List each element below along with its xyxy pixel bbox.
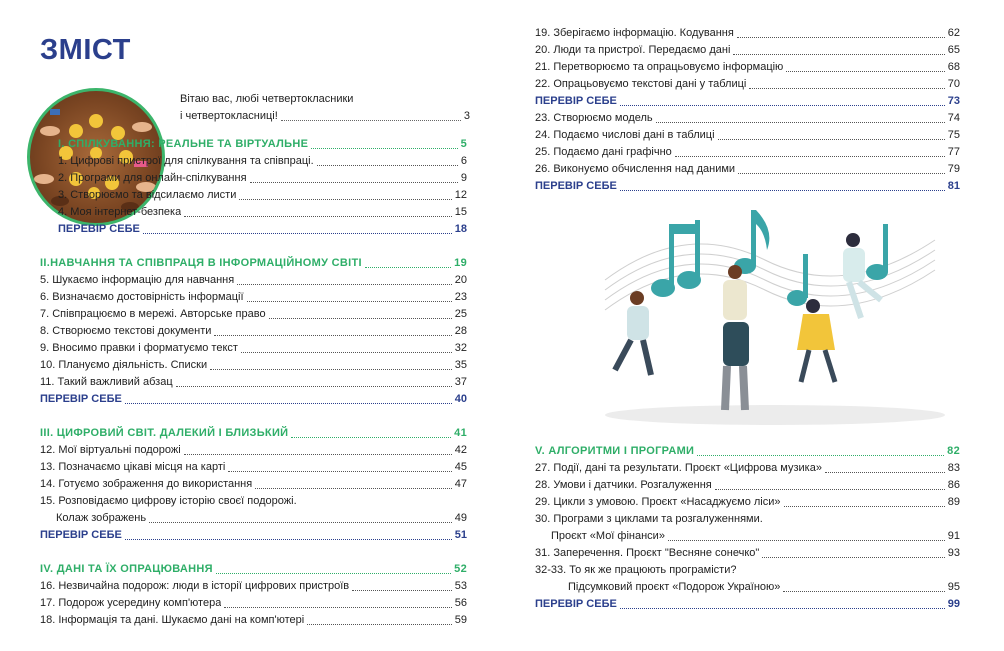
toc-entry-label: 12. Мої віртуальні подорожі: [40, 444, 181, 456]
toc-entry-label: 20. Люди та пристрої. Передаємо дані: [535, 44, 731, 56]
dot-leader: [176, 386, 452, 387]
toc-entry-page: 65: [947, 44, 960, 56]
toc-entry-page: 91: [947, 530, 960, 542]
toc-section-heading[interactable]: [40, 136, 467, 153]
toc-entry-label: 22. Опрацьовуємо текстові дані у таблиці: [535, 78, 747, 90]
greeting-line-1: Вітаю вас, любі четвертокласники: [180, 93, 354, 105]
toc-entry-page: 51: [454, 529, 467, 541]
toc-entry-page: 18: [454, 223, 467, 235]
toc-entry[interactable]: [40, 493, 467, 510]
dot-leader: [255, 488, 452, 489]
toc-entry-page: 52: [454, 563, 467, 575]
toc-entry[interactable]: [535, 545, 960, 562]
toc-entry-page: 86: [947, 479, 960, 491]
toc-entry[interactable]: [40, 595, 467, 612]
greeting-line-2: і четвертокласниці!: [180, 110, 278, 122]
toc-right-top: [535, 25, 960, 195]
dot-leader: [184, 454, 452, 455]
toc-entry-page: 37: [454, 376, 467, 388]
toc-check-entry[interactable]: [535, 596, 960, 613]
toc-entry-page: 42: [454, 444, 467, 456]
toc-entry[interactable]: [40, 170, 467, 187]
toc-entry-label: ПЕРЕВІР СЕБЕ: [40, 529, 122, 541]
toc-entry-label: 23. Створюємо модель: [535, 112, 653, 124]
toc-entry[interactable]: [40, 612, 467, 629]
toc-entry[interactable]: [40, 204, 467, 221]
toc-entry-label: 7. Співпрацюємо в мережі. Авторське право: [40, 308, 266, 320]
dot-leader: [786, 71, 944, 72]
toc-entry-label: ІІІ. ЦИФРОВИЙ СВІТ. ДАЛЕКИЙ І БЛИЗЬКИЙ: [40, 427, 289, 439]
toc-entry-page: 74: [947, 112, 960, 124]
dot-leader: [269, 318, 452, 319]
toc-entry-label: IV. ДАНІ ТА ЇХ ОПРАЦЮВАННЯ: [40, 563, 213, 575]
toc-entry-page: 23: [454, 291, 467, 303]
toc-entry[interactable]: [535, 25, 960, 42]
toc-entry-page: 41: [454, 427, 467, 439]
dot-leader: [783, 591, 944, 592]
toc-entry[interactable]: [40, 323, 467, 340]
toc-entry[interactable]: [535, 477, 960, 494]
toc-check-entry[interactable]: [40, 391, 467, 408]
toc-entry[interactable]: [535, 494, 960, 511]
dot-leader: [718, 139, 945, 140]
toc-entry-page: 53: [454, 580, 467, 592]
toc-entry-label: 19. Зберігаємо інформацію. Кодування: [535, 27, 734, 39]
dot-leader: [224, 607, 451, 608]
dot-leader: [149, 522, 452, 523]
toc-entry-label: ПЕРЕВІР СЕБЕ: [40, 393, 122, 405]
greeting-page: 3: [463, 110, 470, 122]
toc-entry[interactable]: [535, 42, 960, 59]
dot-leader: [311, 148, 457, 149]
toc-entry-page: 45: [454, 461, 467, 473]
toc-entry-label: 2. Програми для онлайн-спілкування: [58, 172, 247, 184]
toc-entry[interactable]: [40, 340, 467, 357]
dot-leader: [737, 37, 945, 38]
toc-entry[interactable]: [535, 579, 960, 596]
toc-entry-page: 35: [454, 359, 467, 371]
dot-leader: [241, 352, 452, 353]
toc-entry[interactable]: [535, 562, 960, 579]
toc-entry-label: 29. Цикли з умовою. Проєкт «Насаджуємо ліси»: [535, 496, 781, 508]
toc-entry-label: 17. Подорож усередину комп'ютера: [40, 597, 222, 609]
music-people-illustration: [585, 210, 945, 430]
dot-leader: [216, 573, 451, 574]
toc-entry-label: 21. Перетворюємо та опрацьовуємо інформацію: [535, 61, 784, 73]
toc-entry-label: Проєкт «Мої фінанси»: [551, 530, 665, 542]
toc-entry-label: 8. Створюємо текстові документи: [40, 325, 212, 337]
toc-entry-page: 12: [454, 189, 467, 201]
toc-entry[interactable]: [535, 59, 960, 76]
toc-entry-page: 70: [947, 78, 960, 90]
toc-entry-label: Підсумковий проєкт «Подорож Україною»: [568, 581, 781, 593]
toc-entry-label: 10. Плануємо діяльність. Списки: [40, 359, 208, 371]
toc-right-bottom: [535, 443, 960, 613]
toc-entry[interactable]: [535, 144, 960, 161]
dot-leader: [675, 156, 945, 157]
toc-entry-page: 15: [454, 206, 467, 218]
toc-entry[interactable]: [535, 127, 960, 144]
toc-entry[interactable]: [40, 459, 467, 476]
toc-entry[interactable]: [40, 272, 467, 289]
toc-entry-label: І. СПІЛКУВАННЯ: РЕАЛЬНЕ ТА ВІРТУАЛЬНЕ: [58, 138, 309, 150]
toc-entry-page: 59: [454, 614, 467, 626]
toc-entry-page: 25: [454, 308, 467, 320]
toc-entry-label: 9. Вносимо правки і форматуємо текст: [40, 342, 238, 354]
toc-entry-label: 25. Подаємо дані графічно: [535, 146, 672, 158]
dot-leader: [784, 506, 945, 507]
toc-entry-page: 19: [454, 257, 467, 269]
dot-leader: [697, 455, 944, 456]
toc-entry-page: 82: [947, 445, 960, 457]
dot-leader: [214, 335, 451, 336]
toc-entry-page: 62: [947, 27, 960, 39]
dot-leader: [825, 472, 945, 473]
dot-leader: [250, 182, 458, 183]
toc-entry-label: 24. Подаємо числові дані в таблиці: [535, 129, 715, 141]
toc-left-column: [40, 136, 467, 629]
toc-entry-label: 18. Інформація та дані. Шукаємо дані на комп'ютері: [40, 614, 305, 626]
toc-entry[interactable]: [40, 187, 467, 204]
toc-entry[interactable]: [40, 476, 467, 493]
dot-leader: [237, 284, 452, 285]
toc-entry[interactable]: [535, 110, 960, 127]
dot-leader: [291, 437, 451, 438]
toc-entry[interactable]: [40, 374, 467, 391]
toc-section-heading[interactable]: [40, 561, 467, 578]
toc-entry-label: Колаж зображень: [56, 512, 147, 524]
toc-entry-page: 75: [947, 129, 960, 141]
toc-entry-label: 15. Розповідаємо цифрову історію своєї подорожі.: [40, 495, 297, 507]
toc-entry-label: 3. Створюємо та відсилаємо листи: [58, 189, 237, 201]
toc-entry[interactable]: [40, 578, 467, 595]
dot-leader: [620, 105, 945, 106]
dot-leader: [715, 489, 945, 490]
toc-entry-page: 5: [460, 138, 467, 150]
toc-entry-label: 6. Визначаємо достовірність інформації: [40, 291, 244, 303]
dot-leader: [317, 165, 458, 166]
toc-entry-label: 32-33. То як же працюють програмісти?: [535, 564, 737, 576]
toc-entry[interactable]: [40, 289, 467, 306]
toc-entry[interactable]: [40, 442, 467, 459]
toc-entry-page: 28: [454, 325, 467, 337]
greeting-entry[interactable]: [180, 91, 470, 125]
toc-entry-page: 9: [460, 172, 467, 184]
toc-check-entry[interactable]: [535, 93, 960, 110]
toc-entry[interactable]: [535, 161, 960, 178]
toc-entry-label: 26. Виконуємо обчислення над даними: [535, 163, 736, 175]
toc-entry-label: V. АЛГОРИТМИ І ПРОГРАМИ: [535, 445, 695, 457]
dot-leader: [281, 108, 461, 121]
toc-entry-page: 77: [947, 146, 960, 158]
toc-entry-label: 14. Готуємо зображення до використання: [40, 478, 253, 490]
toc-check-entry[interactable]: [535, 178, 960, 195]
toc-check-entry[interactable]: [40, 527, 467, 544]
toc-entry-page: 47: [454, 478, 467, 490]
toc-entry-page: 79: [947, 163, 960, 175]
toc-entry[interactable]: [40, 153, 467, 170]
section-gap: [40, 408, 467, 425]
toc-entry-page: 20: [454, 274, 467, 286]
toc-entry[interactable]: [535, 460, 960, 477]
toc-entry-page: 6: [460, 155, 467, 167]
page-title: ЗМІСТ: [40, 34, 131, 66]
toc-entry[interactable]: [40, 510, 467, 527]
dot-leader: [749, 88, 944, 89]
toc-entry-label: 27. Події, дані та результати. Проєкт «Цифрова музика»: [535, 462, 822, 474]
dot-leader: [620, 190, 945, 191]
toc-entry-page: 99: [947, 598, 960, 610]
dot-leader: [762, 557, 944, 558]
toc-entry-label: 5. Шукаємо інформацію для навчання: [40, 274, 235, 286]
toc-entry-page: 40: [454, 393, 467, 405]
dot-leader: [228, 471, 451, 472]
section-gap: [40, 238, 467, 255]
toc-entry-label: 13. Позначаємо цікаві місця на карті: [40, 461, 226, 473]
toc-section-heading[interactable]: [40, 425, 467, 442]
toc-entry-page: 32: [454, 342, 467, 354]
toc-entry-label: 1. Цифрові пристрої для спілкування та співпраці.: [58, 155, 314, 167]
dot-leader: [656, 122, 945, 123]
dot-leader: [738, 173, 945, 174]
dot-leader: [125, 403, 452, 404]
toc-entry-label: 31. Заперечення. Проєкт "Весняне сонечко": [535, 547, 760, 559]
toc-entry[interactable]: [535, 76, 960, 93]
toc-entry-page: 81: [947, 180, 960, 192]
toc-entry-page: 93: [947, 547, 960, 559]
toc-entry-label: ПЕРЕВІР СЕБЕ: [535, 95, 617, 107]
toc-entry-page: 89: [947, 496, 960, 508]
toc-entry-label: 28. Умови і датчики. Розгалуження: [535, 479, 712, 491]
dot-leader: [365, 267, 451, 268]
toc-entry-label: ПЕРЕВІР СЕБЕ: [535, 598, 617, 610]
toc-entry-page: 73: [947, 95, 960, 107]
toc-section-heading[interactable]: [535, 443, 960, 460]
toc-check-entry[interactable]: [40, 221, 467, 238]
dot-leader: [247, 301, 452, 302]
toc-entry-label: 11. Такий важливий абзац: [40, 376, 173, 388]
toc-entry-page: 83: [947, 462, 960, 474]
toc-entry-label: 4. Моя інтернет-безпека: [58, 206, 182, 218]
dot-leader: [184, 216, 452, 217]
toc-section-heading[interactable]: [40, 255, 467, 272]
toc-entry-page: 49: [454, 512, 467, 524]
dot-leader: [733, 54, 944, 55]
dot-leader: [143, 233, 452, 234]
toc-entry-label: ПЕРЕВІР СЕБЕ: [535, 180, 617, 192]
toc-entry-label: 30. Програми з циклами та розгалуженнями.: [535, 513, 763, 525]
toc-entry-page: 95: [947, 581, 960, 593]
dot-leader: [210, 369, 452, 370]
toc-entry[interactable]: [40, 357, 467, 374]
toc-entry[interactable]: [535, 528, 960, 545]
dot-leader: [239, 199, 451, 200]
dot-leader: [668, 540, 945, 541]
toc-entry-page: 56: [454, 597, 467, 609]
dot-leader: [307, 624, 452, 625]
toc-entry-page: 68: [947, 61, 960, 73]
toc-entry-label: 16. Незвичайна подорож: люди в історії цифрових пристроїв: [40, 580, 350, 592]
toc-entry[interactable]: [40, 306, 467, 323]
toc-entry-label: ПЕРЕВІР СЕБЕ: [58, 223, 140, 235]
toc-entry-label: ІІ.НАВЧАННЯ ТА СПІВПРАЦЯ В ІНФОРМАЦІЙНОМУ СВІТІ: [40, 257, 362, 269]
dot-leader: [352, 590, 452, 591]
dot-leader: [125, 539, 452, 540]
section-gap: [40, 544, 467, 561]
dot-leader: [620, 608, 945, 609]
toc-entry[interactable]: [535, 511, 960, 528]
